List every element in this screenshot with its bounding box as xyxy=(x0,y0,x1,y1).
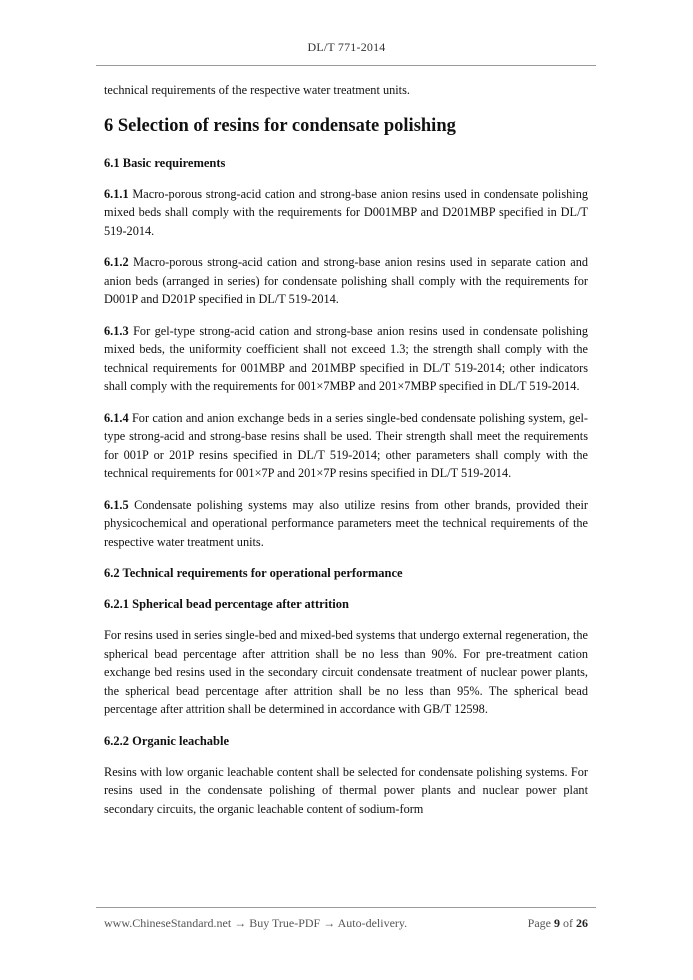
clause-6-2-2-text: Resins with low organic leachable content shall be selected for condensate polishing systems. For resins used in the condensate polishing of thermal power plants and nuclear power plant secondary circuits, the organic leachable content of sodium-form xyxy=(104,764,588,816)
section-6-2-1-heading: 6.2.1 Spherical bead percentage after attrition xyxy=(104,597,349,611)
clause-number: 6.1.2 xyxy=(104,255,129,269)
site-link[interactable]: www.ChineseStandard.net xyxy=(104,916,232,930)
delivery-text: Auto-delivery. xyxy=(337,916,408,930)
header-rule xyxy=(96,65,596,66)
clause-text: Macro-porous strong-acid cation and strong-base anion resins used in separate cation and anion beds (arranged in series) for condensate polishing shall comply with the requirements for D001P and D201P specified in DL/T 519-2014. xyxy=(104,255,588,306)
page-content xyxy=(104,80,588,818)
buy-link[interactable]: Buy True-PDF xyxy=(249,916,321,930)
clause-number: 6.1.5 xyxy=(104,497,129,512)
page-number xyxy=(528,916,588,931)
clause-number: 6.1.1 xyxy=(104,186,129,201)
footer-promo xyxy=(104,916,407,931)
clause-6-1-3 xyxy=(104,322,588,396)
page-header: DL/T 771-2014 xyxy=(307,40,386,54)
section-6-2-heading: 6.2 Technical requirements for operational performance xyxy=(104,566,403,580)
section-6-2-2-heading: 6.2.2 Organic leachable xyxy=(104,733,229,748)
page-current: 9 xyxy=(554,916,560,930)
arrow-right-icon: → xyxy=(234,916,247,930)
clause-6-1-1 xyxy=(104,185,588,241)
clause-6-1-5 xyxy=(104,496,588,552)
clause-text: Condensate polishing systems may also utilize resins from other brands, provided their physicochemical and operational performance parameters meet the technical requirements of the respective water treatment units. xyxy=(104,497,588,549)
clause-6-2-1-text: For resins used in series single-bed and mixed-bed systems that undergo external regeneration, the spherical bead percentage after attrition shall be no less than 90%. For pre-treatment cation exchange bed resins used in the secondary circuit condensate treatment of nuclear power plants, the spherical bead percentage after attrition shall be no less than 95%. The spherical bead percentage after attrition shall be determined in accordance with GB/T 12598. xyxy=(104,628,589,716)
page-label: Page xyxy=(527,916,551,930)
clause-6-1-2 xyxy=(104,253,588,309)
clause-text: For gel-type strong-acid cation and strong-base anion resins used in condensate polishing mixed beds, the uniformity coefficient shall not exceed 1.3; the strength shall comply with the technical requirements for 001MBP and 201MBP specified in DL/T 519-2014; other indicators shall comply with the requirements for 001×7MBP and 201×7MBP specified in DL/T 519-2014. xyxy=(104,323,589,393)
section-6-title: 6 Selection of resins for condensate polishing xyxy=(104,115,456,136)
footer-rule xyxy=(96,907,596,908)
clause-text: Macro-porous strong-acid cation and strong-base anion resins used in condensate polishing mixed beds shall comply with the requirements for D001MBP and D201MBP specified in DL/T 519-2014. xyxy=(104,186,588,238)
clause-text: For cation and anion exchange beds in a series single-bed condensate polishing system, gel-type strong-acid and strong-base resins shall be used. Their strength shall meet the requirements for 001P or 201P resins specified in DL/T 519-2014; other parameters shall comply with the technical requirements for 001×7P and 201×7P resins specified in DL/T 519-2014. xyxy=(104,410,588,480)
intro-line: technical requirements of the respective water treatment units. xyxy=(104,83,410,97)
clause-6-1-4 xyxy=(104,409,588,483)
section-6-1-heading: 6.1 Basic requirements xyxy=(104,155,226,170)
page-total: 26 xyxy=(576,916,588,930)
of-label: of xyxy=(563,916,573,930)
arrow-right-icon: → xyxy=(323,916,336,930)
clause-number: 6.1.4 xyxy=(104,410,129,425)
clause-number: 6.1.3 xyxy=(104,323,129,338)
